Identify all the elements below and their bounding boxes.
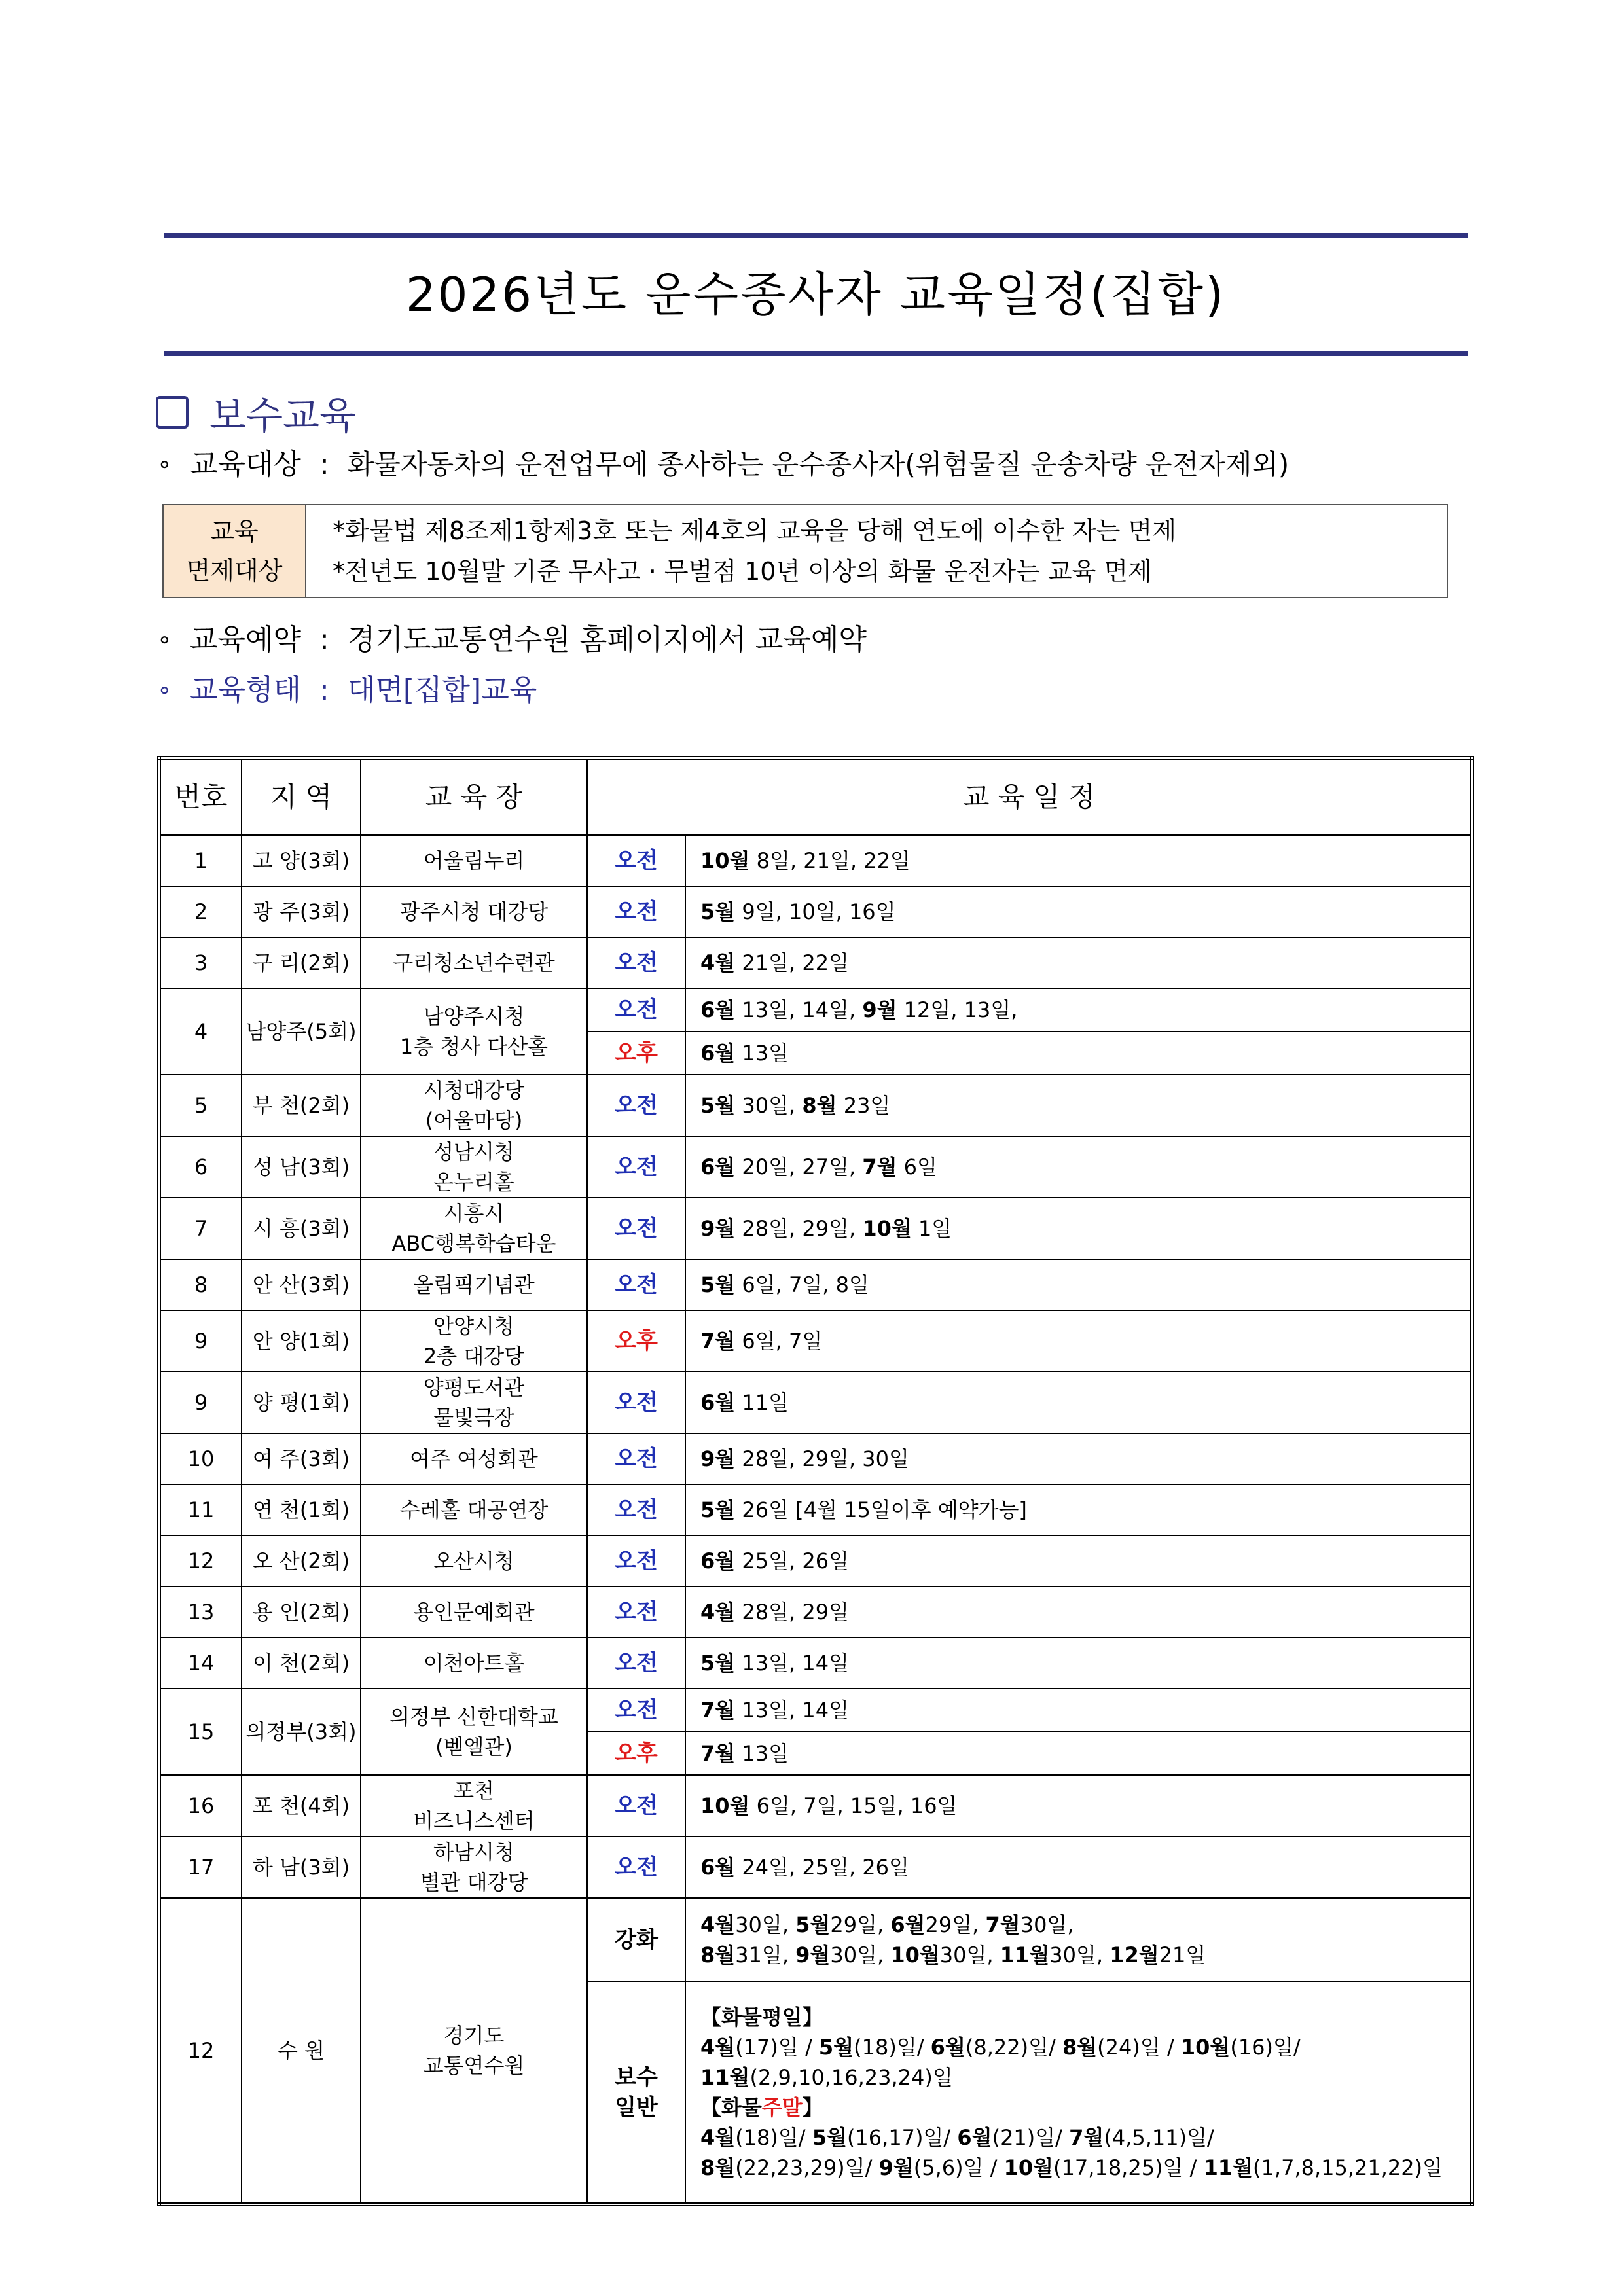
row-number: 4 [159,988,242,1075]
row-region: 포 천(4회) [242,1775,361,1837]
row-venue [361,1587,587,1638]
reservation-line: ∘ 교육예약 : 경기도교통연수원 홈페이지에서 교육예약 [157,620,867,660]
row-number: 1 [159,835,242,886]
row-number: 17 [159,1837,242,1898]
session-slot: 오전 [587,1535,685,1587]
schedule-line [700,2032,1470,2062]
table-row [159,835,1472,886]
row-region: 남양주(5회) [242,988,361,1075]
session-slot: 오전 [587,835,685,886]
days: 9일, 10일, 16일 [735,899,896,924]
days: 30일, [1049,1943,1110,1967]
session-dates [685,1075,1472,1136]
session-slot: 오전 [587,1433,685,1484]
venue-line: (벧엘관) [435,1734,513,1759]
month: 7월 [1069,2125,1104,2150]
page-title: 2026년도 운수종사자 교육일정(집합) [405,267,1226,322]
row-region: 광 주(3회) [242,886,361,937]
row-venue [361,886,587,937]
row-venue [361,1075,587,1136]
bracket-open: 【화물 [700,2095,762,2120]
top-rule [164,233,1468,238]
days: 6일, 7일, 8일 [735,1272,869,1297]
days: 30일, [830,1943,891,1967]
venue-line: 올림픽기념관 [413,1272,535,1297]
format-value: 대면[집합]교육 [347,673,537,707]
target-value: 화물자동차의 운전업무에 종사하는 운수종사자(위험물질 운송차량 운전자제외) [347,448,1290,480]
days: (16,17)일/ [846,2125,958,2150]
session-dates [685,1198,1472,1259]
month: 4월 [700,1600,736,1624]
row-venue [361,1310,587,1372]
month: 5월 [795,1912,831,1937]
month: 8월 [700,2155,736,2180]
month: 5월 [700,1498,736,1522]
days: 30일, [735,1912,796,1937]
row-region: 오 산(2회) [242,1535,361,1587]
session-slot: 오전 [587,1136,685,1198]
session-dates [685,1775,1472,1837]
session-slot: 강화 [587,1898,685,1982]
reservation-label: 교육예약 [190,623,302,656]
session-dates [685,835,1472,886]
row-region: 시 흥(3회) [242,1198,361,1259]
month: 4월 [700,2035,736,2060]
venue-line: 포천 [454,1778,494,1803]
row-venue [361,988,587,1075]
row-region: 여 주(3회) [242,1433,361,1484]
days: 6일, 7일 [735,1329,823,1354]
row-venue [361,1372,587,1433]
session-slot: 오후 [587,1031,685,1075]
table-row [159,937,1472,988]
days: 6일, 7일, 15일, 16일 [749,1793,958,1818]
table-row [159,1433,1472,1484]
days: 13일 [735,1041,789,1066]
days: 30일, [939,1943,1000,1967]
month: 9월 [878,2155,914,2180]
schedule-line [700,2123,1470,2153]
days: 29일, [830,1912,891,1937]
session-slot: 오전 [587,1372,685,1433]
session-slot: 오전 [587,886,685,937]
row-number: 7 [159,1198,242,1259]
month: 8월 [1062,2035,1098,2060]
exemption-box [162,504,1448,598]
row-venue [361,1484,587,1535]
session-slot [587,1982,685,2204]
row-venue [361,1898,587,2204]
row-venue [361,1837,587,1898]
row-number: 8 [159,1259,242,1310]
weekend-heading [700,2092,1470,2123]
section-header [156,386,356,439]
days: 28일, 29일, 30일 [735,1446,909,1471]
row-region: 양 평(1회) [242,1372,361,1433]
days: 20일, 27일, [735,1155,856,1179]
schedule-line [700,1940,1470,1970]
days: (1,7,8,15,21,22)일 [1253,2155,1443,2180]
row-region: 구 리(2회) [242,937,361,988]
row-number: 12 [159,1535,242,1587]
row-number: 6 [159,1136,242,1198]
month: 8월 [802,1093,837,1118]
days: (16)일/ [1230,2035,1301,2060]
month: 7월 [862,1155,897,1179]
session-slot: 오전 [587,1484,685,1535]
exemption-items [306,505,1176,597]
row-number: 9 [159,1310,242,1372]
venue-line: 양평도서관 [423,1375,525,1400]
month: 11월 [1000,1943,1050,1967]
format-label: 교육형태 [190,673,302,707]
month: 12월 [1110,1943,1159,1967]
days: 30일, [735,1093,796,1118]
days: 24일, 25일, 26일 [735,1855,909,1880]
exemption-label-line2: 면제대상 [186,556,283,585]
venue-line: 광주시청 대강당 [399,899,549,924]
schedule-table [157,756,1474,2206]
session-slot: 오후 [587,1732,685,1775]
weekend-word: 주말 [761,2095,803,2120]
table-row [159,1198,1472,1259]
month: 9월 [862,997,897,1022]
format-line: ∘ 교육형태 : 대면[집합]교육 [157,671,537,710]
row-number: 3 [159,937,242,988]
bullet-icon: ∘ [157,451,172,478]
exemption-item: *화물법 제8조제1항제3호 또는 제4호의 교육을 당해 연도에 이수한 자는 면제 [333,516,1176,545]
venue-line: 비즈니스센터 [413,1808,535,1833]
session-slot: 오전 [587,988,685,1031]
slot-line: 일반 [615,2094,658,2121]
session-slot: 오전 [587,1075,685,1136]
row-region: 부 천(2회) [242,1075,361,1136]
session-dates [685,988,1472,1031]
days: 25일, 26일 [735,1549,849,1573]
row-venue [361,1775,587,1837]
bullet-icon: ∘ [157,626,172,653]
table-header-row [159,758,1472,835]
header-region: 지 역 [242,758,361,835]
table-row [159,1587,1472,1638]
month: 6월 [930,2035,965,2060]
row-region: 의정부(3회) [242,1689,361,1775]
month: 9월 [700,1216,736,1241]
month: 10월 [890,1943,940,1967]
row-venue [361,1638,587,1689]
month: 6월 [957,2125,992,2150]
month: 5월 [812,2125,847,2150]
table-row [159,1136,1472,1198]
exemption-label [164,505,306,597]
venue-line: 2층 대강당 [423,1344,525,1369]
header-venue: 교 육 장 [361,758,587,835]
month: 11월 [1203,2155,1254,2180]
session-slot: 오전 [587,1638,685,1689]
days: 8일, 21일, 22일 [749,848,911,873]
month: 6월 [700,1390,736,1415]
row-region: 용 인(2회) [242,1587,361,1638]
row-number: 13 [159,1587,242,1638]
checkbox-icon [156,396,189,429]
row-region: 하 남(3회) [242,1837,361,1898]
table-row [159,1372,1472,1433]
table-row [159,1075,1472,1136]
reservation-value: 경기도교통연수원 홈페이지에서 교육예약 [347,623,867,656]
row-region: 이 천(2회) [242,1638,361,1689]
session-slot: 오전 [587,1775,685,1837]
month: 10월 [700,1793,750,1818]
venue-line: 여주 여성회관 [410,1446,538,1471]
session-dates [685,1310,1472,1372]
row-venue [361,1136,587,1198]
month: 6월 [890,1912,926,1937]
bracket-close: 】 [802,2095,823,2120]
month: 5월 [700,899,736,924]
days: 6일 [897,1155,937,1179]
target-line: ∘ 교육대상 : 화물자동차의 운전업무에 종사하는 운수종사자(위험물질 운송차량 운전자제외) [157,445,1289,484]
month: 7월 [700,1329,736,1354]
table-row [159,1259,1472,1310]
venue-line: 1층 청사 다산홀 [399,1034,549,1059]
venue-line: 시흥시 [443,1201,505,1226]
session-slot: 오전 [587,1837,685,1898]
venue-line: 구리청소년수련관 [393,950,555,975]
row-number: 14 [159,1638,242,1689]
session-dates [685,1259,1472,1310]
days: 28일, 29일, [735,1216,856,1241]
row-region: 안 산(3회) [242,1259,361,1310]
days: 31일, [735,1943,796,1967]
row-number: 15 [159,1689,242,1775]
header-no: 번호 [159,758,242,835]
row-number: 12 [159,1898,242,2204]
days: (8,22)일/ [965,2035,1062,2060]
table-row [159,1310,1472,1372]
venue-line: 경기도 [443,2023,505,2048]
table-row [159,1898,1472,1982]
row-number: 16 [159,1775,242,1837]
session-dates [685,886,1472,937]
days: 1일 [911,1216,952,1241]
table-row [159,988,1472,1031]
exemption-label-line1: 교육 [210,517,259,546]
venue-line: (어울마당) [425,1108,523,1133]
session-dates [685,1732,1472,1775]
month: 6월 [700,1855,736,1880]
row-venue [361,937,587,988]
session-slot: 오전 [587,1689,685,1732]
bracket-open: 【화물 [700,2005,762,2030]
venue-line: 오산시청 [433,1549,514,1573]
days: (17)일 / [735,2035,819,2060]
row-venue [361,835,587,886]
row-venue [361,1535,587,1587]
days: (21)일/ [992,2125,1070,2150]
row-number: 9 [159,1372,242,1433]
month: 7월 [700,1698,736,1723]
days: 13일 [735,1741,789,1766]
venue-line: 물빛극장 [433,1405,514,1430]
month: 10월 [700,848,750,873]
days: 13일, 14일 [735,1651,849,1676]
weekday-word: 평일 [761,2005,803,2030]
row-venue [361,1433,587,1484]
row-number: 2 [159,886,242,937]
days: 30일, [1020,1912,1074,1937]
slot-line: 보수 [615,2064,658,2090]
schedule-line [700,2062,1470,2092]
session-dates [685,937,1472,988]
month: 10월 [862,1216,912,1241]
venue-line: 온누리홀 [433,1170,514,1194]
month: 6월 [700,1041,736,1066]
table-row [159,1535,1472,1587]
venue-line: 안양시청 [433,1314,514,1338]
table-row [159,886,1472,937]
session-dates [685,1372,1472,1433]
row-region: 안 양(1회) [242,1310,361,1372]
schedule-line [700,1910,1470,1940]
row-venue [361,1689,587,1775]
venue-line: 수레홀 대공연장 [399,1498,549,1522]
month: 11월 [700,2065,750,2090]
section-title: 보수교육 [209,393,357,438]
venue-line: ABC행복학습타운 [391,1231,556,1256]
row-region: 수 원 [242,1898,361,2204]
month: 10월 [1003,2155,1054,2180]
days: (22,23,29)일/ [735,2155,879,2180]
venue-line: 별관 대강당 [420,1870,528,1895]
venue-line: 교통연수원 [423,2053,525,2078]
month: 9월 [700,1446,736,1471]
month: 6월 [700,1155,736,1179]
weekday-heading [700,2002,1470,2032]
month: 5월 [700,1093,736,1118]
venue-line: 이천아트홀 [423,1651,525,1676]
table-row [159,1837,1472,1898]
days: 23일 [837,1093,891,1118]
session-slot: 오전 [587,1259,685,1310]
days: (17,18,25)일 / [1053,2155,1204,2180]
venue-line: 용인문예회관 [413,1600,535,1624]
session-dates [685,1689,1472,1732]
venue-line: 의정부 신한대학교 [389,1704,558,1729]
month: 5월 [700,1272,736,1297]
session-dates [685,1837,1472,1898]
venue-line: 하남시청 [433,1840,514,1865]
days: (24)일 / [1097,2035,1181,2060]
venue-line: 어울림누리 [423,848,525,873]
session-dates [685,1433,1472,1484]
days: (18)일/ [735,2125,812,2150]
session-dates [685,1587,1472,1638]
days: 13일, 14일, [735,997,856,1022]
days: (18)일/ [854,2035,931,2060]
schedule-line [700,2153,1470,2183]
session-slot: 오전 [587,937,685,988]
session-dates [685,1484,1472,1535]
row-region: 연 천(1회) [242,1484,361,1535]
row-venue [361,1198,587,1259]
days: (4,5,11)일/ [1104,2125,1214,2150]
month: 5월 [700,1651,736,1676]
bottom-rule [164,351,1468,356]
days: 13일, 14일 [735,1698,849,1723]
exemption-item: *전년도 10월말 기준 무사고 · 무벌점 10년 이상의 화물 운전자는 교육 면제 [333,557,1152,586]
venue-line: 성남시청 [433,1139,514,1164]
month: 6월 [700,997,736,1022]
month: 5월 [818,2035,854,2060]
session-dates [685,1638,1472,1689]
month: 7월 [985,1912,1020,1937]
days: 11일 [735,1390,789,1415]
days: 12일, 13일, [897,997,1018,1022]
month: 9월 [795,1943,831,1967]
session-dates [685,1136,1472,1198]
days: (5,6)일 / [913,2155,1004,2180]
days: 21일 [1159,1943,1206,1967]
row-region: 고 양(3회) [242,835,361,886]
session-dates [685,1898,1472,1982]
session-slot: 오후 [587,1310,685,1372]
month: 10월 [1180,2035,1231,2060]
month: 4월 [700,2125,736,2150]
table-row [159,1689,1472,1732]
days: 26일 [4월 15일이후 예약가능] [735,1498,1027,1522]
row-number: 11 [159,1484,242,1535]
month: 7월 [700,1741,736,1766]
days: 21일, 22일 [735,950,849,975]
bullet-icon: ∘ [157,677,172,704]
month: 6월 [700,1549,736,1573]
session-slot: 오전 [587,1198,685,1259]
row-number: 10 [159,1433,242,1484]
days: (2,9,10,16,23,24)일 [749,2065,953,2090]
days: 29일, [925,1912,986,1937]
month: 8월 [700,1943,736,1967]
venue-line: 시청대강당 [423,1078,525,1103]
venue-line: 남양주시청 [423,1004,525,1029]
bracket-close: 】 [802,2005,823,2030]
table-row [159,1775,1472,1837]
row-region: 성 남(3회) [242,1136,361,1198]
row-number: 5 [159,1075,242,1136]
table-row [159,1638,1472,1689]
session-dates [685,1982,1472,2204]
table-row [159,1484,1472,1535]
session-slot: 오전 [587,1587,685,1638]
month: 4월 [700,950,736,975]
session-dates [685,1031,1472,1075]
session-dates [685,1535,1472,1587]
days: 28일, 29일 [735,1600,849,1624]
month: 4월 [700,1912,736,1937]
target-label: 교육대상 [190,448,302,481]
row-venue [361,1259,587,1310]
header-schedule: 교 육 일 정 [587,758,1472,835]
